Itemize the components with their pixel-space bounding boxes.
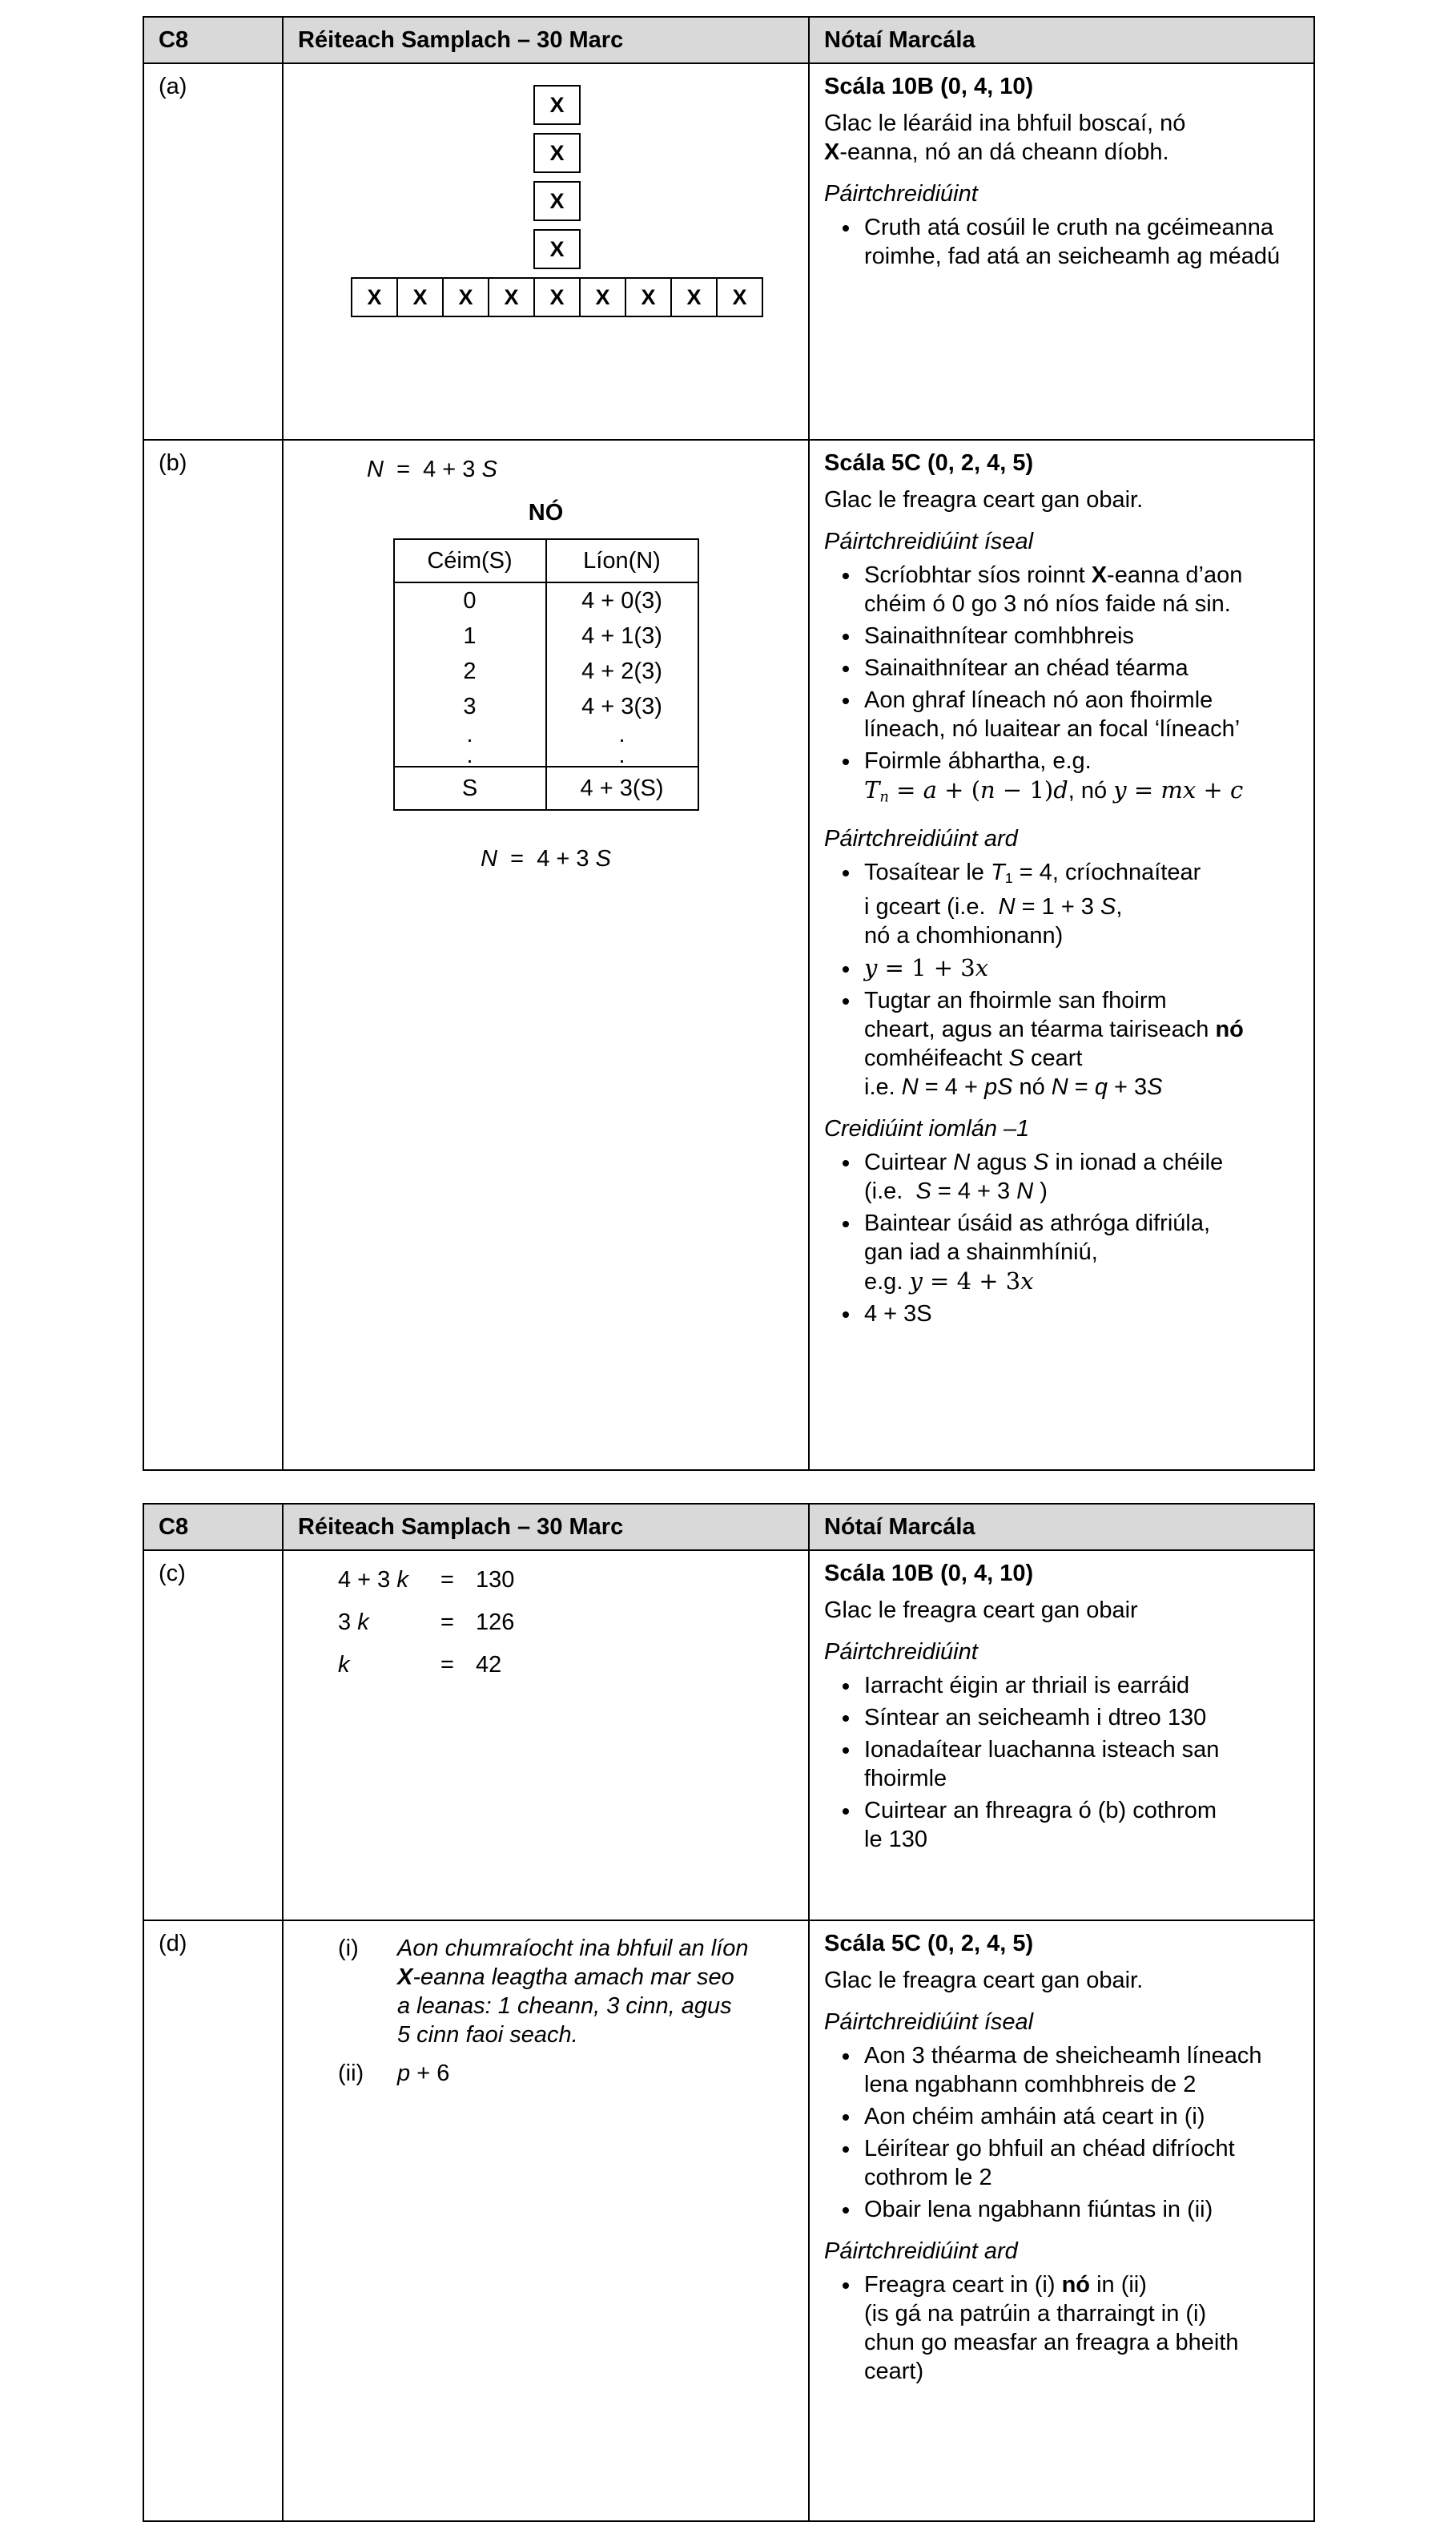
scale-heading: Scála 10B (0, 4, 10) xyxy=(824,74,1034,99)
bullet-item: • y = 1 + 3x xyxy=(861,953,1299,983)
x-box: X xyxy=(670,277,718,317)
sequence-table-row xyxy=(394,582,698,618)
x-box: X xyxy=(533,133,581,173)
part-d-label-cell: (d) xyxy=(143,1920,283,2521)
equals-sign: = xyxy=(440,1609,454,1635)
equation-rhs: 126 xyxy=(476,1609,515,1635)
accept-note: Glac le léaráid ina bhfuil boscaí, nó X-eanna, nó an dá cheann díobh. xyxy=(824,111,1186,165)
bullet-item: • Aon 3 théarma de sheicheamh líneach lena ngabhann comhbhreis de 2 xyxy=(861,2041,1299,2099)
x-box: X xyxy=(533,229,581,269)
answer-item-ii xyxy=(338,2059,794,2088)
high-partial-credit-heading: Páirtchreidiúint ard xyxy=(824,826,1018,852)
sequence-cell: 4 + 3(3) xyxy=(546,689,698,724)
bullet-item: • Tugtar an fhoirmle san fhoirm cheart, agus an téarma tairiseach nó comhéifeacht S ceart i.e. N = 4 + pS nó N = q + 3S xyxy=(861,986,1299,1102)
x-box: X xyxy=(625,277,672,317)
item-label: (i) xyxy=(338,1936,359,1961)
part-d-row xyxy=(143,1920,1314,2521)
equation-lhs: 3 k xyxy=(338,1609,369,1635)
sequence-cell: 4 + 1(3) xyxy=(546,618,698,654)
bullet-item: • Aon ghraf líneach nó aon fhoirmle líneach, nó luaitear an focal ‘líneach’ xyxy=(861,686,1299,743)
bullet-item: • Ionadaítear luachanna isteach san fhoirmle xyxy=(861,1735,1299,1793)
sequence-table-row xyxy=(394,689,698,724)
bullet-list xyxy=(824,561,1299,812)
sequence-table-row xyxy=(394,654,698,689)
equation-lhs: k xyxy=(338,1652,350,1678)
part-c-label-cell: (c) xyxy=(143,1550,283,1920)
bullet-list xyxy=(824,2270,1299,2386)
sequence-cell: . xyxy=(546,745,698,767)
or-label: NÓ xyxy=(528,500,564,526)
bullet-item: • Sainaithnítear comhbhreis xyxy=(861,622,1299,651)
table-1-header-row xyxy=(143,17,1314,63)
sequence-cell: 1 xyxy=(463,623,477,649)
part-c-solution-cell xyxy=(283,1550,809,1920)
x-box: X xyxy=(533,85,581,125)
bullet-item: • Foirmle ábhartha, e.g. Tn = a + (n − 1)d, nó y = mx + c xyxy=(861,747,1299,812)
sequence-cell: . xyxy=(546,724,698,745)
bullet-item: • Aon chéim amháin atá ceart in (i) xyxy=(861,2102,1299,2131)
sequence-cell: S xyxy=(394,767,546,810)
part-a-notes-cell xyxy=(809,63,1314,440)
part-c-row xyxy=(143,1550,1314,1920)
part-c-notes-cell xyxy=(809,1550,1314,1920)
bullet-item: • Síntear an seicheamh i dtreo 130 xyxy=(861,1703,1299,1732)
high-partial-credit-heading: Páirtchreidiúint ard xyxy=(824,2238,1018,2264)
sequence-table-header-cell: Líon(N) xyxy=(546,539,698,582)
x-box: X xyxy=(716,277,763,317)
header-notes-cell: Nótaí Marcála xyxy=(809,17,1314,63)
bullet-list xyxy=(824,2041,1299,2224)
sequence-table-dots-row xyxy=(394,745,698,767)
low-partial-credit-heading: Páirtchreidiúint íseal xyxy=(824,2009,1034,2035)
item-text: Aon chumraíocht ina bhfuil an líon X-eanna leagtha amach mar seo a leanas: 1 cheann, 3 cinn, agus 5 cinn faoi seach. xyxy=(397,1936,749,2048)
x-diagram-column xyxy=(533,85,794,269)
header-code-cell: C8 xyxy=(143,17,283,63)
x-box: X xyxy=(442,277,489,317)
part-d-answers xyxy=(338,1934,794,2088)
sequence-cell: 4 + 2(3) xyxy=(546,654,698,689)
bullet-item: • Obair lena ngabhann fiúntas in (ii) xyxy=(861,2195,1299,2224)
bullet-list xyxy=(824,1671,1299,1854)
sequence-table xyxy=(393,538,699,811)
x-box: X xyxy=(533,277,581,317)
sequence-table-header-row xyxy=(394,539,698,582)
x-box: X xyxy=(488,277,535,317)
sequence-cell: 0 xyxy=(463,588,477,614)
accept-note: Glac le freagra ceart gan obair. xyxy=(824,487,1144,513)
sequence-cell: 4 + 0(3) xyxy=(546,582,698,618)
x-pattern-diagram xyxy=(351,85,794,317)
bullet-item: • Scríobhtar síos roinnt X-eanna d’aon chéim ó 0 go 3 nó níos faide ná sin. xyxy=(861,561,1299,618)
sequence-cell: 2 xyxy=(463,659,477,684)
formula-bottom: N = 4 + 3 S xyxy=(481,846,611,872)
item-text: p + 6 xyxy=(397,2061,450,2086)
marking-table-1 xyxy=(143,16,1315,1471)
bullet-item: • Iarracht éigin ar thriail is earráid xyxy=(861,1671,1299,1700)
scale-heading: Scála 10B (0, 4, 10) xyxy=(824,1561,1034,1586)
marking-table-2 xyxy=(143,1503,1315,2522)
part-b-label-cell: (b) xyxy=(143,440,283,1470)
equation-lhs: 4 + 3 k xyxy=(338,1567,408,1593)
bullet-item: • Freagra ceart in (i) nó in (ii) (is gá na patrúin a tharraingt in (i) chun go measfar an freagra a bheith ceart) xyxy=(861,2270,1299,2386)
scale-heading: Scála 5C (0, 2, 4, 5) xyxy=(824,450,1034,476)
equals-sign: = xyxy=(440,1652,454,1678)
bullet-item: • Tosaítear le T1 = 4, críochnaítear i gceart (i.e. N = 1 + 3 S, nó a chomhionann) xyxy=(861,858,1299,950)
part-a-label-cell: (a) xyxy=(143,63,283,440)
x-diagram-base-row xyxy=(351,277,794,317)
partial-credit-heading: Páirtchreidiúint xyxy=(824,181,978,207)
part-b-row xyxy=(143,440,1314,1470)
header-notes-cell: Nótaí Marcála xyxy=(809,1504,1314,1550)
x-box: X xyxy=(396,277,444,317)
item-label: (ii) xyxy=(338,2061,364,2086)
table-2-header-row xyxy=(143,1504,1314,1550)
full-credit-heading: Creidiúint iomlán –1 xyxy=(824,1116,1030,1142)
formula-top: N = 4 + 3 S xyxy=(367,457,497,482)
bullet-item: • Léirítear go bhfuil an chéad difríocht cothrom le 2 xyxy=(861,2134,1299,2192)
partial-credit-heading: Páirtchreidiúint xyxy=(824,1639,978,1665)
sequence-table-general-row xyxy=(394,767,698,810)
answer-item-i xyxy=(338,1934,794,2049)
sequence-table-row xyxy=(394,618,698,654)
sequence-cell: . xyxy=(466,722,473,747)
part-d-solution-cell xyxy=(283,1920,809,2521)
sequence-table-header-cell: Céim(S) xyxy=(394,539,546,582)
equation-block xyxy=(338,1565,794,1679)
sequence-cell: 3 xyxy=(463,694,477,719)
header-solution-cell: Réiteach Samplach – 30 Marc xyxy=(283,1504,809,1550)
x-box: X xyxy=(579,277,626,317)
sequence-cell: . xyxy=(466,743,473,768)
part-b-solution xyxy=(298,449,794,873)
bullet-list xyxy=(824,213,1299,271)
accept-note: Glac le freagra ceart gan obair. xyxy=(824,1968,1144,1993)
bullet-list xyxy=(824,858,1299,1102)
part-b-notes-cell xyxy=(809,440,1314,1470)
scale-heading: Scála 5C (0, 2, 4, 5) xyxy=(824,1931,1034,1956)
x-box: X xyxy=(533,181,581,221)
bullet-item: • 4 + 3S xyxy=(861,1299,1299,1328)
equation-rhs: 130 xyxy=(476,1567,515,1593)
bullet-item: • Cruth atá cosúil le cruth na gcéimeanna roimhe, fad atá an seicheamh ag méadú xyxy=(861,213,1299,271)
sequence-table-dots-row xyxy=(394,724,698,745)
header-solution-cell: Réiteach Samplach – 30 Marc xyxy=(283,17,809,63)
bullet-list xyxy=(824,1148,1299,1328)
part-a-solution-cell xyxy=(283,63,809,440)
part-b-solution-cell xyxy=(283,440,809,1470)
header-code-cell: C8 xyxy=(143,1504,283,1550)
bullet-item: • Cuirtear an fhreagra ó (b) cothrom le 130 xyxy=(861,1796,1299,1854)
bullet-item: • Sainaithnítear an chéad téarma xyxy=(861,654,1299,683)
part-d-notes-cell xyxy=(809,1920,1314,2521)
low-partial-credit-heading: Páirtchreidiúint íseal xyxy=(824,529,1034,554)
equals-sign: = xyxy=(440,1567,454,1593)
sequence-cell: 4 + 3(S) xyxy=(546,767,698,810)
accept-note: Glac le freagra ceart gan obair xyxy=(824,1597,1138,1623)
equation-rhs: 42 xyxy=(476,1652,502,1678)
bullet-item: • Baintear úsáid as athróga difriúla, gan iad a shainmhíniú, e.g. y = 4 + 3x xyxy=(861,1209,1299,1296)
part-a-row xyxy=(143,63,1314,440)
x-box: X xyxy=(351,277,398,317)
bullet-item: • Cuirtear N agus S in ionad a chéile (i.e. S = 4 + 3 N ) xyxy=(861,1148,1299,1206)
